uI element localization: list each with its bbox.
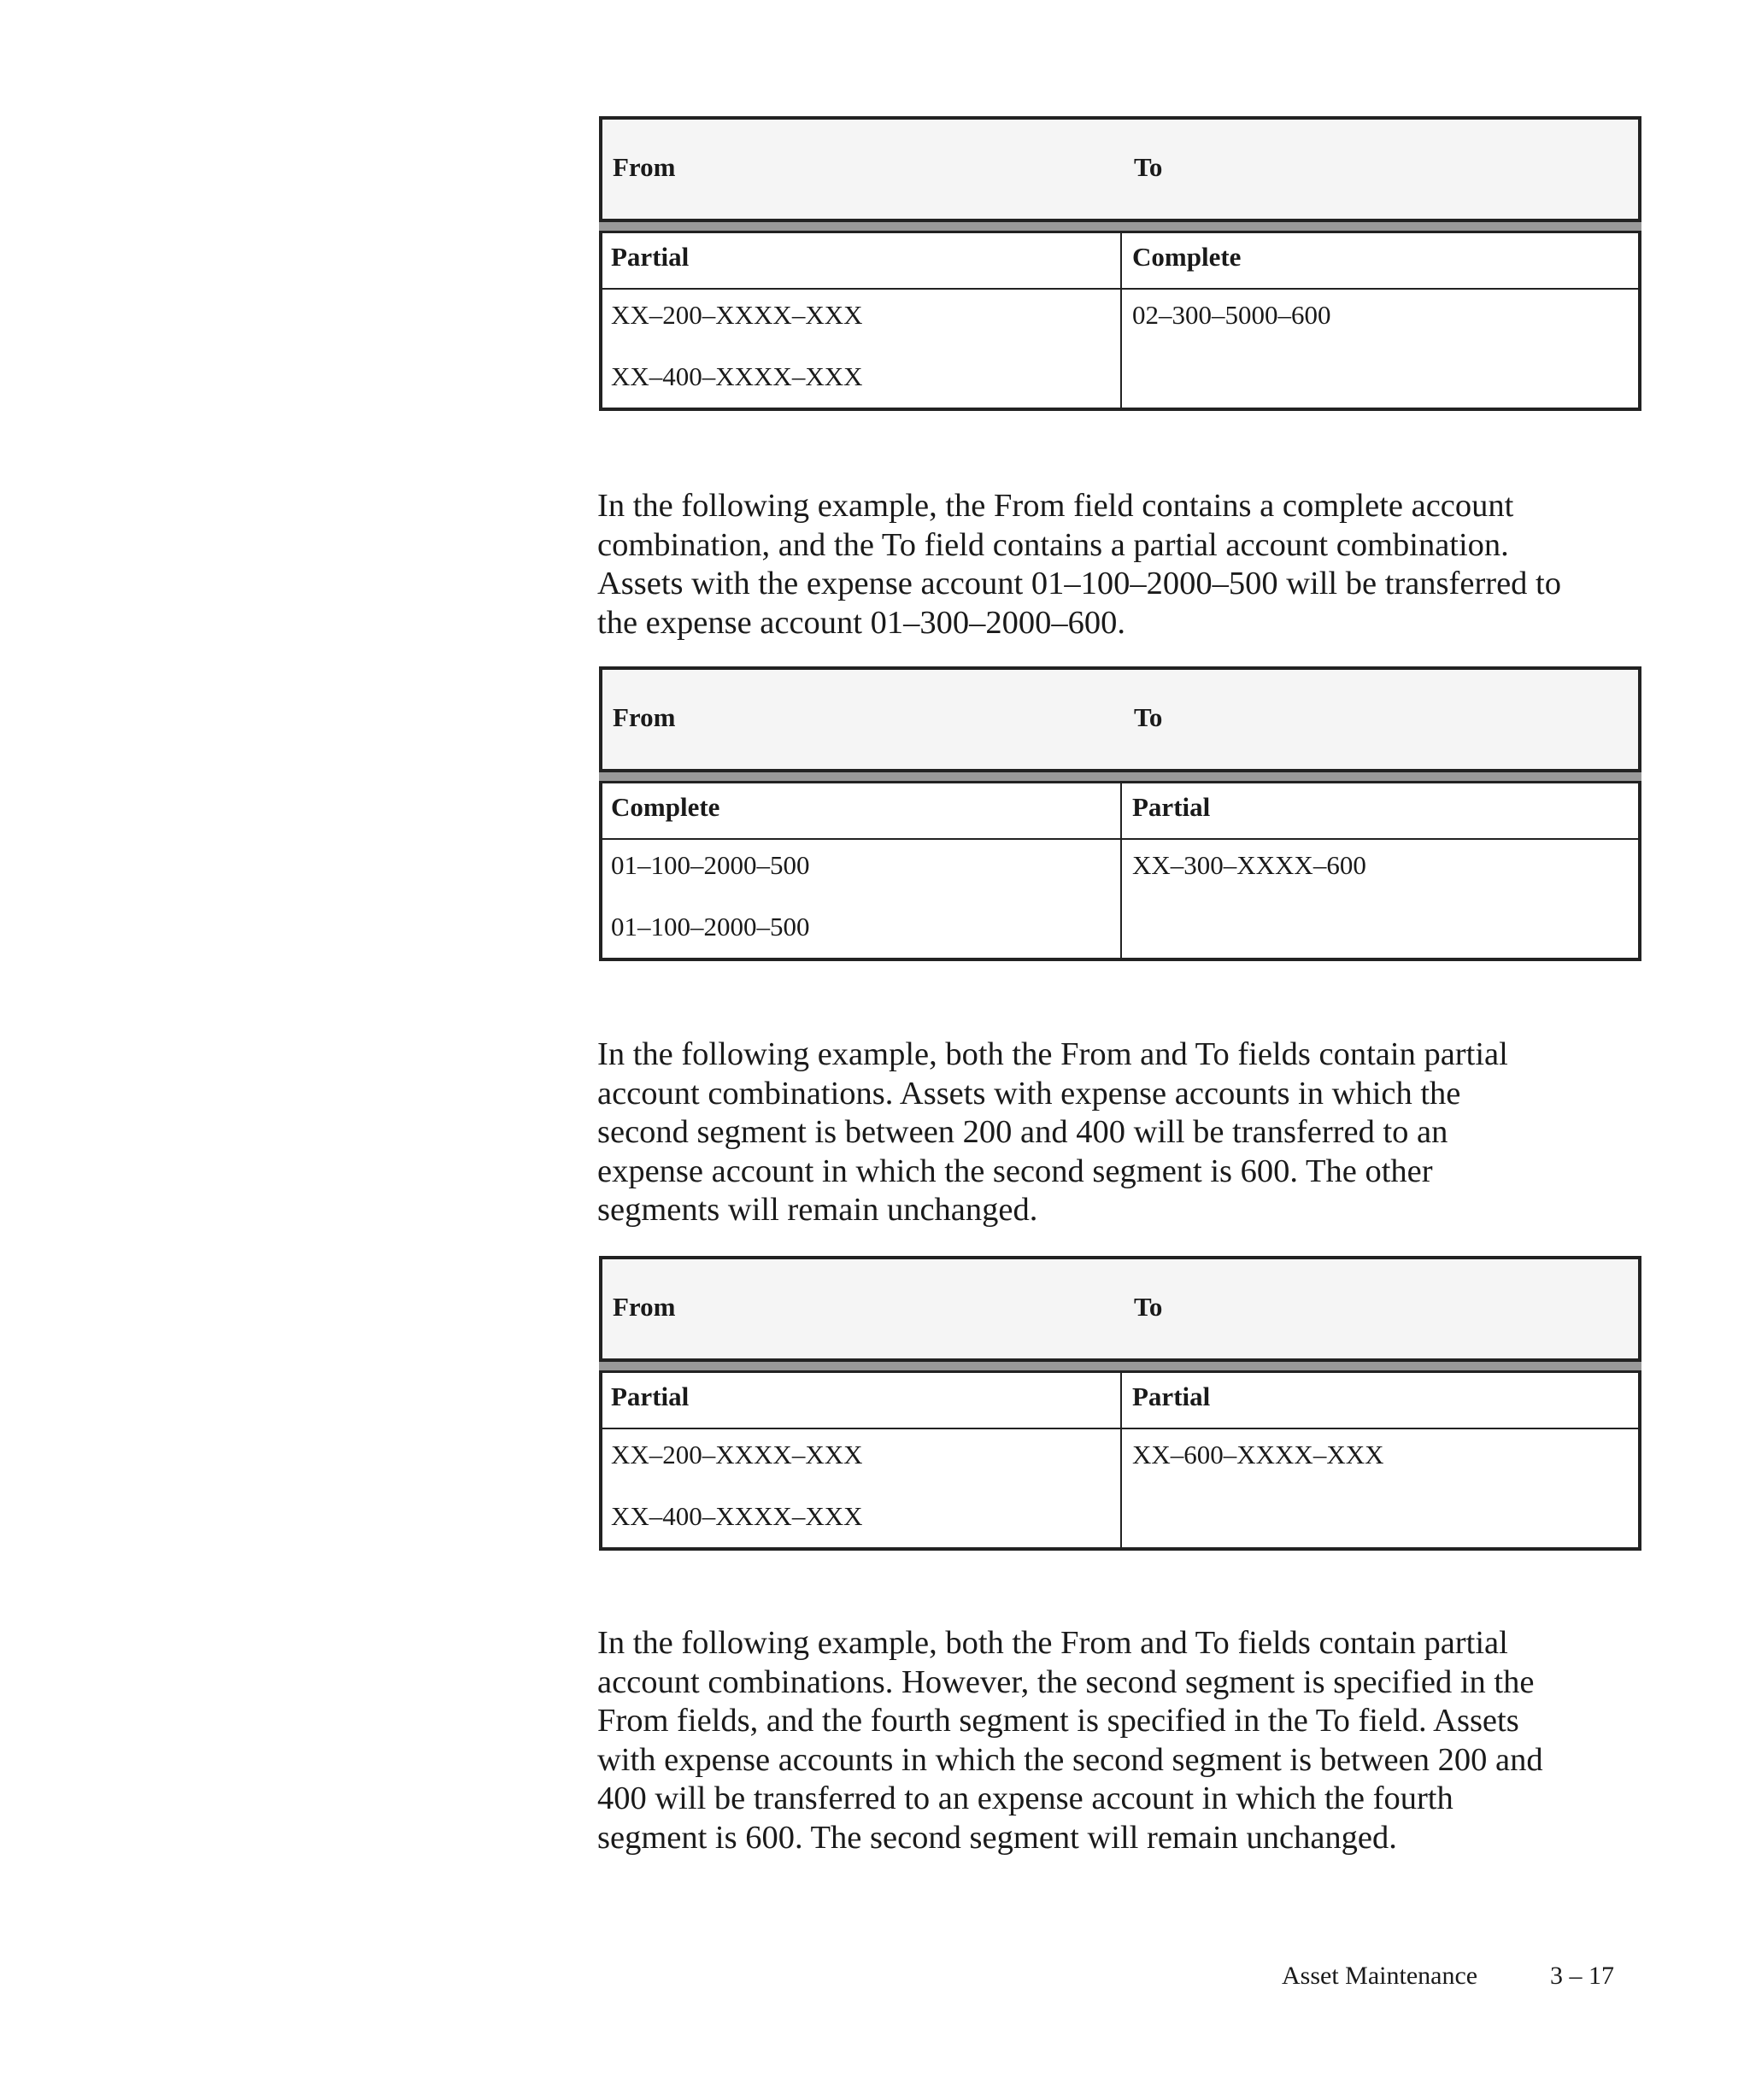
row-divider (602, 288, 1638, 290)
paragraph-2 (597, 1035, 1657, 1230)
to-value: XX–600–XXXX–XXX (1132, 1440, 1384, 1469)
header-from: From (613, 152, 676, 182)
from-value-1: XX–200–XXXX–XXX (611, 1440, 863, 1469)
paragraph-line: account combinations. Assets with expense accounts in which the (597, 1075, 1461, 1112)
paragraph-line: In the following example, both the From and To fields contain partial (597, 1625, 1508, 1661)
footer-page-number: 3 – 17 (1550, 1962, 1614, 1990)
paragraph-line: segments will remain unchanged. (597, 1192, 1038, 1229)
header-to: To (1134, 702, 1163, 732)
header-to: To (1134, 152, 1163, 182)
row-divider (602, 1428, 1638, 1429)
from-value-1: 01–100–2000–500 (611, 850, 810, 880)
paragraph-line: second segment is between 200 and 400 will be transferred to an (597, 1114, 1448, 1151)
paragraph-line: Assets with the expense account 01–100–2000–500 will be transferred to (597, 566, 1562, 602)
paragraph-line: account combinations. However, the second segment is specified in the (597, 1663, 1535, 1700)
header-separator (599, 772, 1641, 781)
table-header-row (599, 116, 1641, 222)
header-separator (599, 222, 1641, 231)
paragraph-line: with expense accounts in which the second segment is between 200 and (597, 1741, 1543, 1778)
paragraph-line: 400 will be transferred to an expense account in which the fourth (597, 1780, 1453, 1817)
column-divider (1120, 1373, 1122, 1547)
table-header-row (599, 1256, 1641, 1362)
to-value: 02–300–5000–600 (1132, 300, 1331, 330)
paragraph-line: expense account in which the second segment is 600. The other (597, 1153, 1433, 1189)
column-divider (1120, 233, 1122, 408)
header-to: To (1134, 1292, 1163, 1322)
to-value: XX–300–XXXX–600 (1132, 850, 1366, 880)
paragraph-line: segment is 600. The second segment will remain unchanged. (597, 1819, 1397, 1856)
table-body (599, 231, 1641, 411)
to-type-label: Partial (1132, 1381, 1211, 1411)
from-value-2: XX–400–XXXX–XXX (611, 361, 863, 391)
row-divider (602, 838, 1638, 840)
table-header-row (599, 666, 1641, 772)
paragraph-line: combination, and the To field contains a partial account combination. (597, 526, 1509, 563)
table-body (599, 1370, 1641, 1551)
header-from: From (613, 702, 676, 732)
from-type-label: Partial (611, 1381, 690, 1411)
paragraph-line: In the following example, both the From and To fields contain partial (597, 1036, 1508, 1072)
paragraph-line: In the following example, the From field contains a complete account (597, 488, 1514, 524)
to-type-label: Complete (1132, 242, 1242, 272)
from-type-label: Partial (611, 242, 690, 272)
paragraph-1 (597, 487, 1657, 642)
to-type-label: Partial (1132, 792, 1211, 822)
paragraph-line: the expense account 01–300–2000–600. (597, 604, 1125, 641)
paragraph-line: From fields, and the fourth segment is specified in the To field. Assets (597, 1703, 1519, 1739)
from-value-2: XX–400–XXXX–XXX (611, 1501, 863, 1531)
from-value-2: 01–100–2000–500 (611, 912, 810, 941)
from-value-1: XX–200–XXXX–XXX (611, 300, 863, 330)
header-separator (599, 1362, 1641, 1370)
footer-section-title: Asset Maintenance (1282, 1962, 1478, 1990)
from-type-label: Complete (611, 792, 720, 822)
header-from: From (613, 1292, 676, 1322)
paragraph-3 (597, 1624, 1657, 1858)
table-body (599, 781, 1641, 961)
column-divider (1120, 783, 1122, 958)
